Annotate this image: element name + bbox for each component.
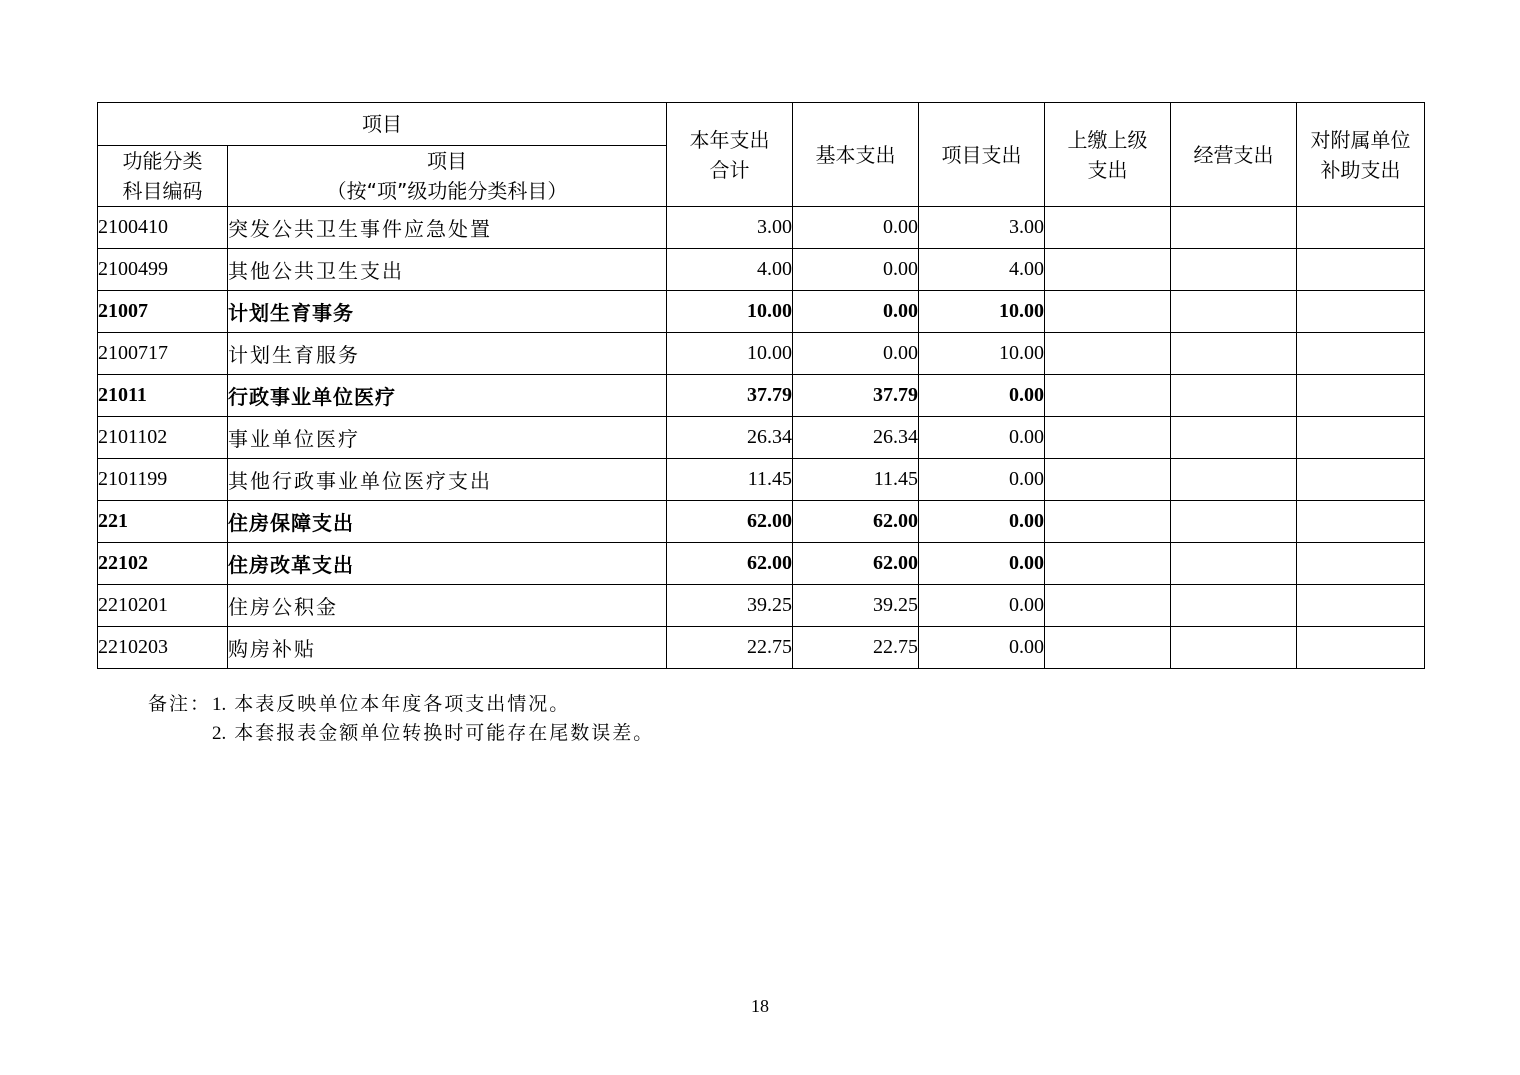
cell-upper <box>1045 333 1171 375</box>
cell-name: 住房公积金 <box>228 585 667 627</box>
cell-total: 62.00 <box>667 543 793 585</box>
table-row <box>98 585 1425 627</box>
cell-basic: 0.00 <box>793 333 919 375</box>
cell-subsidy <box>1297 627 1425 669</box>
cell-code: 2100410 <box>98 207 228 249</box>
cell-subsidy <box>1297 459 1425 501</box>
cell-subsidy <box>1297 585 1425 627</box>
expenditure-table <box>97 102 1425 669</box>
table-row <box>98 207 1425 249</box>
table-row <box>98 627 1425 669</box>
notes-label: 备注： <box>148 693 212 715</box>
cell-subsidy <box>1297 543 1425 585</box>
cell-code: 2100717 <box>98 333 228 375</box>
cell-basic: 0.00 <box>793 291 919 333</box>
notes <box>148 690 654 748</box>
cell-basic: 39.25 <box>793 585 919 627</box>
header-upper-line1: 上缴上级 <box>1067 127 1148 152</box>
cell-upper <box>1045 291 1171 333</box>
table-body <box>98 207 1425 669</box>
header-project: 项目支出 <box>919 103 1045 207</box>
header-code-line2: 科目编码 <box>122 179 203 203</box>
cell-total: 10.00 <box>667 291 793 333</box>
cell-upper <box>1045 459 1171 501</box>
table-row <box>98 459 1425 501</box>
cell-project: 0.00 <box>919 585 1045 627</box>
cell-total: 22.75 <box>667 627 793 669</box>
cell-subsidy <box>1297 501 1425 543</box>
cell-basic: 26.34 <box>793 417 919 459</box>
cell-basic: 37.79 <box>793 375 919 417</box>
header-subsidy-line2: 补助支出 <box>1320 157 1401 182</box>
cell-business <box>1171 585 1297 627</box>
cell-basic: 62.00 <box>793 543 919 585</box>
cell-name: 行政事业单位医疗 <box>228 375 667 417</box>
cell-code: 22102 <box>98 543 228 585</box>
cell-business <box>1171 501 1297 543</box>
cell-basic: 62.00 <box>793 501 919 543</box>
cell-basic: 0.00 <box>793 207 919 249</box>
header-upper <box>1045 103 1171 207</box>
page-number: 18 <box>751 996 769 1016</box>
header-item-line1: 项目 <box>427 149 467 173</box>
cell-subsidy <box>1297 207 1425 249</box>
header-business: 经营支出 <box>1171 103 1297 207</box>
cell-code: 2210201 <box>98 585 228 627</box>
header-item-line2: （按“项”级功能分类科目） <box>326 179 568 203</box>
cell-name: 住房改革支出 <box>228 543 667 585</box>
cell-upper <box>1045 207 1171 249</box>
cell-business <box>1171 375 1297 417</box>
cell-business <box>1171 417 1297 459</box>
cell-business <box>1171 333 1297 375</box>
cell-basic: 0.00 <box>793 249 919 291</box>
header-subsidy <box>1297 103 1425 207</box>
cell-name: 其他公共卫生支出 <box>228 249 667 291</box>
cell-business <box>1171 207 1297 249</box>
cell-total: 39.25 <box>667 585 793 627</box>
cell-project: 0.00 <box>919 459 1045 501</box>
table-row <box>98 417 1425 459</box>
header-subsidy-line1: 对附属单位 <box>1310 127 1411 152</box>
cell-name: 住房保障支出 <box>228 501 667 543</box>
table-row <box>98 543 1425 585</box>
cell-code: 221 <box>98 501 228 543</box>
cell-upper <box>1045 585 1171 627</box>
header-code-line1: 功能分类 <box>122 149 203 173</box>
table-row <box>98 291 1425 333</box>
cell-project: 0.00 <box>919 375 1045 417</box>
cell-code: 2100499 <box>98 249 228 291</box>
note-text: 本套报表金额单位转换时可能存在尾数误差。 <box>234 722 655 744</box>
note-item <box>148 719 654 748</box>
cell-code: 21011 <box>98 375 228 417</box>
cell-name: 计划生育事务 <box>228 291 667 333</box>
cell-upper <box>1045 249 1171 291</box>
cell-business <box>1171 249 1297 291</box>
cell-upper <box>1045 543 1171 585</box>
cell-code: 2101199 <box>98 459 228 501</box>
table-row <box>98 501 1425 543</box>
cell-business <box>1171 543 1297 585</box>
cell-subsidy <box>1297 291 1425 333</box>
cell-upper <box>1045 417 1171 459</box>
table-row <box>98 333 1425 375</box>
header-code <box>98 146 228 207</box>
cell-business <box>1171 291 1297 333</box>
header-item-group: 项目 <box>98 103 667 146</box>
header-total <box>667 103 793 207</box>
table-row <box>98 249 1425 291</box>
cell-project: 0.00 <box>919 543 1045 585</box>
header-total-line1: 本年支出 <box>689 127 770 152</box>
cell-project: 3.00 <box>919 207 1045 249</box>
cell-project: 10.00 <box>919 333 1045 375</box>
cell-name: 购房补贴 <box>228 627 667 669</box>
cell-project: 0.00 <box>919 501 1045 543</box>
note-item <box>148 690 654 719</box>
cell-code: 21007 <box>98 291 228 333</box>
cell-upper <box>1045 627 1171 669</box>
cell-project: 0.00 <box>919 627 1045 669</box>
cell-business <box>1171 627 1297 669</box>
note-text: 本表反映单位本年度各项支出情况。 <box>234 693 571 715</box>
cell-basic: 22.75 <box>793 627 919 669</box>
cell-upper <box>1045 375 1171 417</box>
cell-subsidy <box>1297 417 1425 459</box>
cell-code: 2210203 <box>98 627 228 669</box>
cell-total: 10.00 <box>667 333 793 375</box>
header-total-line2: 合计 <box>709 157 750 182</box>
cell-business <box>1171 459 1297 501</box>
cell-name: 计划生育服务 <box>228 333 667 375</box>
cell-project: 0.00 <box>919 417 1045 459</box>
header-item <box>228 146 667 207</box>
cell-subsidy <box>1297 333 1425 375</box>
cell-total: 11.45 <box>667 459 793 501</box>
note-number: 2. <box>212 723 227 744</box>
cell-total: 62.00 <box>667 501 793 543</box>
cell-project: 4.00 <box>919 249 1045 291</box>
cell-name: 事业单位医疗 <box>228 417 667 459</box>
header-upper-line2: 支出 <box>1087 157 1128 182</box>
note-number: 1. <box>212 694 227 715</box>
cell-total: 26.34 <box>667 417 793 459</box>
table-row <box>98 375 1425 417</box>
cell-project: 10.00 <box>919 291 1045 333</box>
cell-name: 突发公共卫生事件应急处置 <box>228 207 667 249</box>
cell-total: 37.79 <box>667 375 793 417</box>
cell-total: 4.00 <box>667 249 793 291</box>
cell-name: 其他行政事业单位医疗支出 <box>228 459 667 501</box>
cell-upper <box>1045 501 1171 543</box>
cell-basic: 11.45 <box>793 459 919 501</box>
cell-subsidy <box>1297 249 1425 291</box>
cell-total: 3.00 <box>667 207 793 249</box>
cell-subsidy <box>1297 375 1425 417</box>
header-basic: 基本支出 <box>793 103 919 207</box>
cell-code: 2101102 <box>98 417 228 459</box>
